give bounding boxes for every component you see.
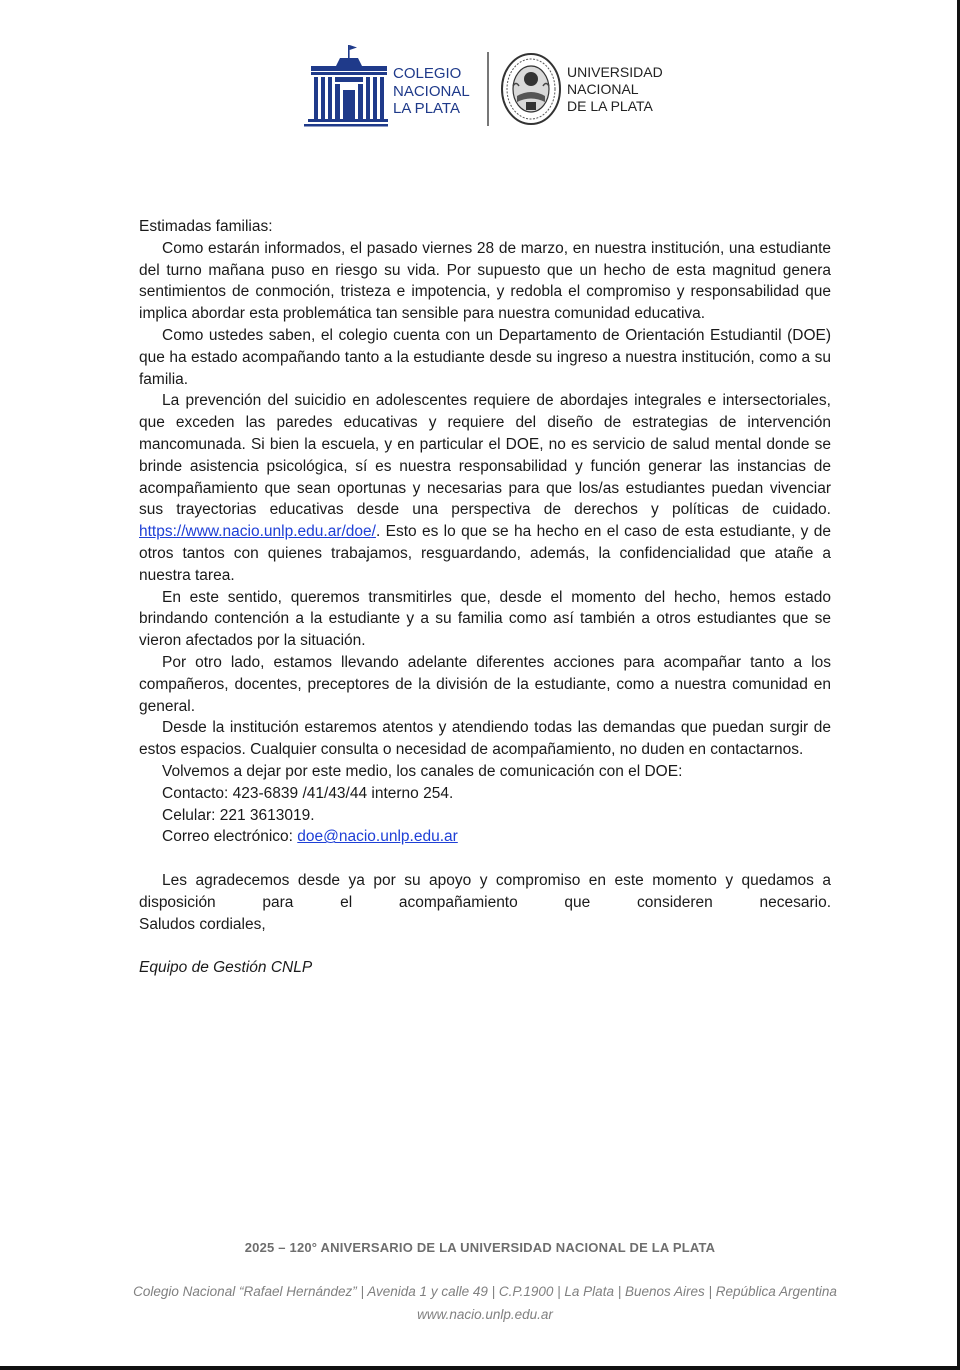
spacer bbox=[139, 848, 831, 870]
colegio-building-logo-icon bbox=[302, 42, 388, 128]
letterhead bbox=[300, 40, 680, 130]
colegio-name-line-2: NACIONAL bbox=[393, 82, 470, 100]
universidad-name-line-2: NACIONAL bbox=[567, 81, 639, 97]
paragraph-prevention-text-end: . Esto es lo que se ha hecho en el caso de esta estudiante, y de otros tantos con quienes trabajamos, resguardando, además, la confidencialidad que atañe a nuestra tarea. bbox=[139, 523, 831, 584]
paragraph-actions: Por otro lado, estamos llevando adelante diferentes acciones para acompañar tanto a los compañeros, docentes, preceptores de la división de la estudiante, como a nuestra comunidad en general. bbox=[139, 653, 831, 715]
colegio-name bbox=[393, 65, 470, 118]
footer-website: www.nacio.unlp.edu.ar bbox=[417, 1307, 553, 1322]
universidad-name-line-1: UNIVERSIDAD bbox=[567, 64, 663, 80]
contact-email-label: Correo electrónico: bbox=[162, 828, 298, 846]
contact-cell: Celular: 221 3613019. bbox=[162, 806, 315, 824]
header-divider bbox=[487, 52, 489, 126]
colegio-name-line-3: LA PLATA bbox=[393, 100, 460, 117]
page-edge-bottom bbox=[0, 1366, 960, 1370]
contact-email-line bbox=[139, 826, 831, 848]
universidad-name bbox=[567, 64, 663, 115]
channels-intro: Volvemos a dejar por este medio, los canales de comunicación con el DOE: bbox=[162, 762, 683, 780]
paragraph-doe: Como ustedes saben, el colegio cuenta con un Departamento de Orientación Estudiantil (DOE) que ha estado acompañando tanto a la estudiante desde su ingreso a nuestra institución, como a su familia. bbox=[139, 326, 831, 388]
anniversary-banner: 2025 – 120° ANIVERSARIO DE LA UNIVERSIDAD NACIONAL DE LA PLATA bbox=[244, 1240, 716, 1255]
doe-website-link[interactable]: https://www.nacio.unlp.edu.ar/doe/ bbox=[139, 523, 376, 541]
regards: Saludos cordiales, bbox=[139, 915, 266, 933]
paragraph-incident: Como estarán informados, el pasado viernes 28 de marzo, en nuestra institución, una estudiante del turno mañana puso en riesgo su vida. Por supuesto que un hecho de esta magnitud genera sentimientos de conmoción, tristeza e impotencia, y redobla el compromiso y responsabilidad que implica abordar esta problemática tan sensible para nuestra comunidad educativa. bbox=[139, 239, 831, 323]
paragraph-support: En este sentido, queremos transmitirles que, desde el momento del hecho, hemos estado brindando contención a la estudiante y a su familia como así también a otros estudiantes que se vieron afectados por la situación. bbox=[139, 588, 831, 650]
paragraph-contact-us: Desde la institución estaremos atentos y atendiendo todas las demandas que puedan surgir de estos espacios. Cualquier consulta o necesidad de acompañamiento, no duden en contactarnos. bbox=[139, 719, 831, 759]
universidad-name-line-3: DE LA PLATA bbox=[567, 98, 653, 114]
paragraph-prevention bbox=[139, 390, 831, 586]
letter-body bbox=[139, 216, 831, 978]
letter-greeting: Estimadas familias: bbox=[139, 218, 273, 235]
footer-address: Colegio Nacional “Rafael Hernández” | Avenida 1 y calle 49 | C.P.1900 | La Plata | Buenos Aires | República Argentina bbox=[133, 1284, 837, 1299]
paragraph-prevention-text: La prevención del suicidio en adolescentes requiere de abordajes integrales e intersectoriales, que exceden las paredes educativas y requiere del diseño de estrategias de intervención mancomunada. Si bien la escuela, y en particular el DOE, no es servicio de salud mental donde se brinde asistencia psicológica, sí es nuestra responsabilidad y función generar las instancias de acompañamiento que sean oportunas y necesarias para que los/as estudiantes puedan vivenciar sus trayectorias educativas desde una perspectiva de derechos y políticas de cuidado. bbox=[139, 392, 831, 519]
doe-email-link[interactable]: doe@nacio.unlp.edu.ar bbox=[297, 828, 458, 846]
paragraph-closing: Les agradecemos desde ya por su apoyo y compromiso en este momento y quedamos a disposición para el acompañamiento que consideren necesario. bbox=[139, 872, 831, 911]
unlp-seal-icon bbox=[500, 52, 562, 126]
colegio-name-line-1: COLEGIO bbox=[393, 65, 462, 82]
signature: Equipo de Gestión CNLP bbox=[139, 958, 313, 976]
contact-phone: Contacto: 423-6839 /41/43/44 interno 254. bbox=[162, 784, 454, 802]
